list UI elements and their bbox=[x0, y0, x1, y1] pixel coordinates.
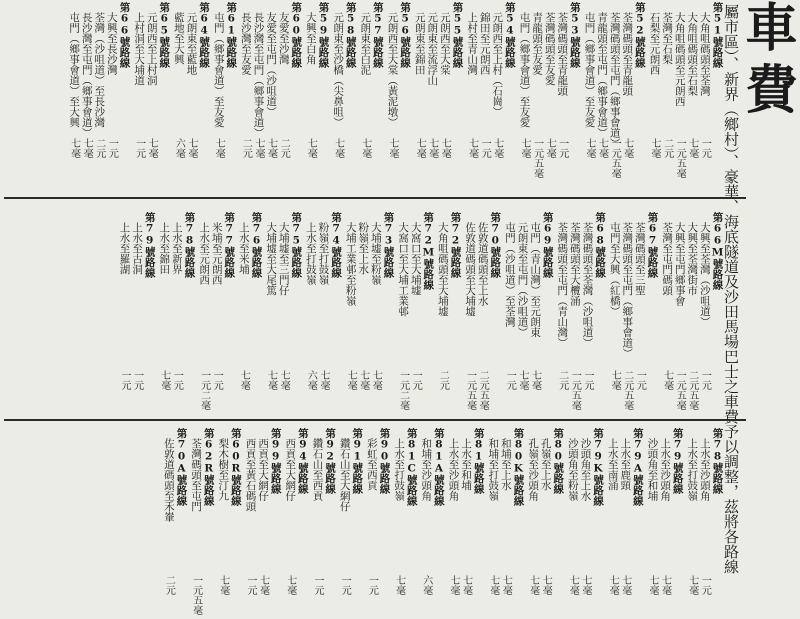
route-section: 大埔墟至大尾篤 bbox=[265, 222, 278, 296]
fare: 七毫 bbox=[357, 370, 369, 390]
route-section: 元朗西至大棠（黃泥墩） bbox=[386, 12, 399, 128]
route-section: 長沙灣至屯門（鄉事會道） bbox=[252, 12, 265, 138]
fare: 一元 bbox=[119, 370, 130, 390]
route-section: 屯門（青山灣）至元朗東 bbox=[529, 222, 542, 338]
fare: 七毫 bbox=[487, 575, 499, 595]
fare: 七毫 bbox=[527, 575, 539, 595]
route-section: 元朗東至流浮山 bbox=[426, 12, 439, 86]
fare: 七毫 bbox=[393, 575, 405, 595]
route-section: 友愛至屯門（沙咀道） bbox=[265, 12, 278, 117]
fare: 六毫 bbox=[420, 575, 432, 595]
route-section: 上水至打鼓嶺 bbox=[393, 438, 406, 501]
fare: 七毫 bbox=[647, 575, 658, 595]
route-number: 第73號路線 bbox=[382, 212, 395, 278]
fare: 七毫 bbox=[387, 138, 398, 158]
fare: 七毫 bbox=[686, 575, 698, 595]
fare: 一元二毫 bbox=[198, 370, 210, 410]
fare: 二元 bbox=[437, 370, 449, 390]
route-section: 大埔工業邨至粉嶺 bbox=[344, 222, 357, 306]
fare: 七毫 bbox=[567, 575, 579, 595]
route-section: 沙頭角至和埔 bbox=[646, 438, 659, 501]
route-section: 大角咀碼頭至元朗西 bbox=[673, 12, 686, 107]
route-number: 第79號路線 bbox=[143, 212, 156, 278]
route-section: 荃灣至石梨 bbox=[661, 12, 674, 65]
route-section: 上水至和埔 bbox=[460, 438, 473, 491]
route-section: 荃灣碼頭至大欖涌 bbox=[568, 222, 581, 306]
route-section: 上水至羅湖 bbox=[118, 222, 131, 275]
route-number: 第72M號路線 bbox=[422, 212, 435, 290]
fare: 一元 bbox=[504, 370, 516, 390]
fare: 七毫 bbox=[370, 370, 382, 390]
route-section: 荃灣碼頭至青龍頭 bbox=[621, 12, 634, 96]
fare: 七毫 bbox=[609, 370, 621, 390]
route-number: 第64號路線 bbox=[198, 2, 211, 68]
fare: 一元 bbox=[171, 370, 183, 390]
route-section: 西貢至大網仔 bbox=[284, 438, 297, 501]
fare: 七毫 bbox=[426, 138, 438, 158]
fare: 二元 bbox=[93, 138, 105, 158]
route-section: 孔嶺至上水 bbox=[539, 438, 552, 491]
route-section: 上水至沙頭角 bbox=[698, 438, 711, 501]
fare: 六毫 bbox=[173, 138, 185, 158]
fare: 七毫 bbox=[265, 370, 277, 390]
route-section: 上水至南涌 bbox=[606, 438, 619, 491]
route-section: 沙頭角至粉嶺 bbox=[566, 438, 579, 501]
fare: 一元 bbox=[131, 370, 143, 390]
fare: 一元 bbox=[556, 138, 568, 158]
fare: 一元五毫 bbox=[674, 370, 686, 410]
route-section: 鑽石山至西貢 bbox=[311, 438, 324, 501]
fare: 七毫 bbox=[217, 575, 229, 595]
route-number: 第99號路線 bbox=[269, 428, 282, 494]
route-section: 大埔墟至三門仔 bbox=[277, 222, 290, 296]
route-section: 上水至打鼓嶺 bbox=[304, 222, 317, 285]
route-number: 第61號路線 bbox=[225, 2, 238, 68]
fare: 七毫 bbox=[284, 575, 296, 595]
route-section: 上水至米埔 bbox=[237, 222, 250, 275]
route-number: 第78號路線 bbox=[183, 212, 196, 278]
fare: 七毫 bbox=[257, 575, 269, 595]
route-number: 第77號路線 bbox=[223, 212, 236, 278]
route-number: 第81號路線 bbox=[472, 428, 485, 494]
fare: 一元二毫 bbox=[397, 370, 409, 410]
route-section: 大角咀碼頭至荃灣 bbox=[698, 12, 711, 96]
route-section: 梨木樹至汀九 bbox=[217, 438, 230, 501]
route-number: 第54號路線 bbox=[503, 2, 516, 68]
fare: 七毫 bbox=[460, 575, 472, 595]
fare: 二元 bbox=[240, 138, 252, 158]
route-section: 屯門（鄉事會道）至友愛 bbox=[583, 12, 596, 128]
fare: 一元五毫 bbox=[569, 370, 581, 410]
route-section: 沙頭角至上水 bbox=[579, 438, 592, 501]
route-number: 第70號路線 bbox=[489, 212, 502, 278]
route-number: 第80號路線 bbox=[552, 428, 565, 494]
fare: 一元 bbox=[339, 575, 351, 595]
fare: 一元 bbox=[699, 138, 711, 158]
route-section: 上村至青山灣 bbox=[466, 12, 479, 75]
route-section: 上水至新界 bbox=[170, 222, 183, 275]
route-section: 上水至鹿頸 bbox=[619, 438, 632, 491]
route-section: 佐敦道碼頭至大埔墟 bbox=[464, 222, 477, 317]
route-number: 第68號路線 bbox=[594, 212, 607, 278]
fare: 七毫 bbox=[265, 138, 277, 158]
route-section: 荃灣碼頭至屯門（鄉事會道） bbox=[608, 12, 621, 149]
fare: 二元 bbox=[661, 138, 673, 158]
route-number: 第78號路線 bbox=[711, 428, 724, 494]
fare: 一元五毫 bbox=[464, 370, 476, 410]
route-section: 荃灣碼頭至友愛 bbox=[543, 12, 556, 86]
route-section: 上水至打鼓嶺 bbox=[686, 438, 699, 501]
fare: 二元 bbox=[278, 138, 290, 158]
fare: 一元 bbox=[582, 370, 593, 390]
route-number: 第65號路線 bbox=[158, 2, 171, 68]
fare: 一元 bbox=[410, 370, 422, 390]
route-section: 和埔至沙頭角 bbox=[420, 438, 433, 501]
fare: 七毫 bbox=[238, 370, 250, 390]
fare: 一元 bbox=[699, 370, 711, 390]
route-number: 第57號路線 bbox=[371, 2, 384, 68]
fare: 一元 bbox=[312, 575, 323, 595]
route-number: 第66M號路線 bbox=[711, 212, 724, 290]
route-section: 大興至荃灣街市 bbox=[686, 222, 699, 296]
route-number: 第70A號路線 bbox=[175, 428, 188, 506]
fare: 一元五毫 bbox=[190, 575, 202, 615]
fare: 七毫 bbox=[580, 575, 591, 595]
route-section: 大興至荃灣（沙咀道） bbox=[698, 222, 711, 327]
route-number: 第74號路線 bbox=[330, 212, 343, 278]
fare: 七毫 bbox=[158, 370, 170, 390]
fare: 七毫 bbox=[491, 138, 503, 158]
fare: 七毫 bbox=[305, 138, 317, 158]
route-section: 元朗東至白泥 bbox=[359, 12, 372, 75]
route-number: 第67號路線 bbox=[646, 212, 659, 278]
fare: 二元五毫 bbox=[477, 370, 489, 410]
route-number: 第75號路線 bbox=[290, 212, 303, 278]
fare: 一元 bbox=[245, 575, 256, 595]
fare: 一元五毫 bbox=[674, 138, 686, 178]
fare: 七毫 bbox=[500, 575, 512, 595]
notice-subtitle: 屬市區）、新界（鄉村）、豪華、海底隧道及沙田馬場巴士之車費予以調整，茲將各路線 bbox=[722, 4, 740, 574]
route-section: 大埔墟至粉嶺 bbox=[369, 222, 382, 285]
route-section: 屯門（鄉事會道）至友愛 bbox=[212, 12, 225, 128]
fare: 七毫 bbox=[540, 575, 552, 595]
fare: 七毫 bbox=[686, 138, 698, 158]
route-section: 荃灣碼頭至三聖 bbox=[633, 222, 646, 296]
fare: 七毫 bbox=[621, 138, 633, 158]
fare: 七毫 bbox=[596, 138, 608, 158]
route-section: 和埔至上水 bbox=[499, 438, 512, 491]
fare: 七毫 bbox=[359, 138, 371, 158]
route-number: 第55號路線 bbox=[451, 2, 464, 68]
route-number: 第58號路線 bbox=[344, 2, 357, 68]
route-section: 大窩口至大埔墟 bbox=[409, 222, 422, 296]
fare: 七毫 bbox=[213, 138, 225, 158]
route-section: 元朗東至屯門（沙咀道） bbox=[516, 222, 529, 338]
route-section: 友愛至沙灣 bbox=[277, 12, 290, 65]
route-number: 第72號路線 bbox=[449, 212, 462, 278]
fare: 七毫 bbox=[332, 138, 344, 158]
route-number: 第90號路線 bbox=[378, 428, 391, 494]
fare: 二元 bbox=[163, 575, 175, 595]
fare: 七毫 bbox=[186, 138, 197, 158]
fare: 二元五毫 bbox=[621, 370, 633, 410]
route-number: 第62R號路線 bbox=[202, 428, 215, 506]
route-section: 上水至元朗西 bbox=[198, 222, 211, 285]
route-section: 石梨至元朗西 bbox=[648, 12, 661, 75]
route-number: 第66號路線 bbox=[118, 2, 131, 68]
route-section: 西貢至黃石碼頭 bbox=[244, 438, 257, 512]
fare: 一元 bbox=[479, 138, 491, 158]
route-number: 第53號路線 bbox=[568, 2, 581, 68]
route-section: 荃灣（沙咀道）至長沙灣 bbox=[93, 12, 106, 128]
route-section: 粉嶺至打鼓嶺 bbox=[317, 222, 330, 285]
fare: 七毫 bbox=[659, 575, 671, 595]
route-section: 青龍頭至屯門（鄉事會道） bbox=[596, 12, 609, 138]
route-section: 孔嶺至沙頭角 bbox=[527, 438, 540, 501]
route-section: 長沙灣至友愛 bbox=[239, 12, 252, 75]
fare: 七毫 bbox=[253, 138, 264, 158]
route-section: 大窩口至大埔工業邨 bbox=[397, 222, 410, 317]
fare: 七毫 bbox=[649, 138, 660, 158]
route-section: 屯門（鄉事會道）至大興 bbox=[68, 12, 81, 128]
route-number: 第79A號路線 bbox=[631, 428, 644, 506]
route-section: 元朗東至藍地 bbox=[185, 12, 198, 75]
route-section: 荃灣碼頭至青龍頭 bbox=[556, 12, 569, 96]
route-section: 鑽石山至大網仔 bbox=[338, 438, 351, 512]
route-section: 荃灣碼頭至屯門（鄉事會道） bbox=[621, 222, 634, 359]
route-number: 第92號路線 bbox=[324, 428, 337, 494]
fare: 七毫 bbox=[519, 138, 530, 158]
route-section: 上水至錦田 bbox=[158, 222, 171, 275]
route-section: 元朗西至大棠 bbox=[438, 12, 451, 75]
fare: 七毫 bbox=[529, 370, 541, 390]
route-section: 佐敦道碼頭至上水 bbox=[476, 222, 489, 306]
fare: 七毫 bbox=[81, 138, 93, 158]
route-number: 第81C號路線 bbox=[405, 428, 418, 506]
fare: 二元 bbox=[556, 370, 568, 390]
route-section: 大興至屯門鄉事會 bbox=[673, 222, 686, 306]
route-section: 荃灣至屯門碼頭 bbox=[661, 222, 674, 296]
route-section: 上村洞至大埔道 bbox=[133, 12, 146, 86]
fare: 七毫 bbox=[439, 138, 451, 158]
route-section: 米埔至元朗西 bbox=[210, 222, 223, 285]
route-number: 第51號路線 bbox=[711, 2, 724, 68]
route-section: 元朗東至錦田 bbox=[413, 12, 426, 75]
fare: 七毫 bbox=[607, 575, 619, 595]
fare: 七毫 bbox=[278, 370, 290, 390]
route-section: 上水至沙頭角 bbox=[659, 438, 672, 501]
route-number: 第60號路線 bbox=[290, 2, 303, 68]
route-section: 元朗西至上村洞 bbox=[145, 12, 158, 86]
route-section: 粉嶺至上水 bbox=[357, 222, 370, 275]
route-section: 青龍頭至友愛 bbox=[531, 12, 544, 75]
fare: 一元 bbox=[133, 138, 145, 158]
fare: 一元 bbox=[634, 370, 646, 390]
route-section: 西貢至大網仔 bbox=[257, 438, 270, 501]
route-section: 元朗西至上村（石崗） bbox=[491, 12, 504, 117]
fare: 一元 bbox=[699, 575, 711, 595]
route-section: 和埔至打鼓嶺 bbox=[487, 438, 500, 501]
route-section: 藍地至大興 bbox=[172, 12, 185, 65]
route-section: 荃灣碼頭至屯門 bbox=[190, 438, 203, 512]
route-section: 長沙灣至屯門（鄉事會道） bbox=[80, 12, 93, 138]
fare: 七毫 bbox=[68, 138, 80, 158]
route-number: 第69號路線 bbox=[541, 212, 554, 278]
fare: 七毫 bbox=[584, 138, 595, 158]
route-section: 大角咀碼頭至石梨 bbox=[686, 12, 699, 96]
fare: 七毫 bbox=[448, 575, 459, 595]
route-number: 第81A號路線 bbox=[432, 428, 445, 506]
fare: 七毫 bbox=[318, 370, 329, 390]
fare: 七毫 bbox=[661, 370, 673, 390]
fare: 一元五毫 bbox=[531, 138, 543, 178]
route-section: 佐敦道碼頭至禾輋 bbox=[162, 438, 175, 522]
route-number: 第60R號路線 bbox=[229, 428, 242, 506]
route-section: 屯門（鄉事會道）至友愛 bbox=[518, 12, 531, 128]
route-number: 第76號路線 bbox=[250, 212, 263, 278]
route-number: 第80K號路線 bbox=[512, 428, 525, 506]
route-number: 第56號路線 bbox=[399, 2, 412, 68]
fare: 七毫 bbox=[619, 575, 631, 595]
fare: 七毫 bbox=[345, 370, 357, 390]
route-section: 彩虹至西貢 bbox=[365, 438, 378, 491]
route-number: 第94號路線 bbox=[296, 428, 309, 494]
route-section: 元朗東至沙橋（尖鼻咀） bbox=[332, 12, 345, 128]
fare: 一元 bbox=[366, 575, 378, 595]
route-section: 上水至沙頭角 bbox=[447, 438, 460, 501]
route-number: 第52號路線 bbox=[633, 2, 646, 68]
fare: 二元五毫 bbox=[686, 370, 698, 410]
route-section: 上水至古洞 bbox=[131, 222, 144, 275]
notice-title: 車費 bbox=[736, 0, 797, 124]
fare: 七毫 bbox=[146, 138, 158, 158]
route-number: 第79K號路線 bbox=[592, 428, 605, 506]
fare: 一元 bbox=[106, 138, 118, 158]
fare: 一元 bbox=[211, 370, 223, 390]
route-section: 屯門（沙咀道）至荃灣 bbox=[503, 222, 516, 327]
fare: 六毫 bbox=[305, 370, 317, 390]
fare: 一元五毫 bbox=[609, 138, 621, 178]
fare: 七毫 bbox=[466, 138, 478, 158]
route-section: 荃灣碼頭至屯門（青山灣） bbox=[556, 222, 569, 348]
fare: 七毫 bbox=[517, 370, 528, 390]
route-section: 荃灣碼頭至荃灣（沙咀道） bbox=[581, 222, 594, 348]
route-section: 大興至長沙灣 bbox=[105, 12, 118, 75]
route-number: 第91號路線 bbox=[351, 428, 364, 494]
route-section: 錦田至元朗西 bbox=[478, 12, 491, 75]
fare: 七毫 bbox=[414, 138, 426, 158]
route-section: 大角咀碼頭至大埔墟 bbox=[436, 222, 449, 317]
route-number: 第59號路線 bbox=[317, 2, 330, 68]
fare: 七毫 bbox=[544, 138, 556, 158]
route-section: 屯門至大興（紅橋） bbox=[608, 222, 621, 317]
route-section: 大興至白角 bbox=[304, 12, 317, 65]
route-number: 第79號路線 bbox=[671, 428, 684, 494]
